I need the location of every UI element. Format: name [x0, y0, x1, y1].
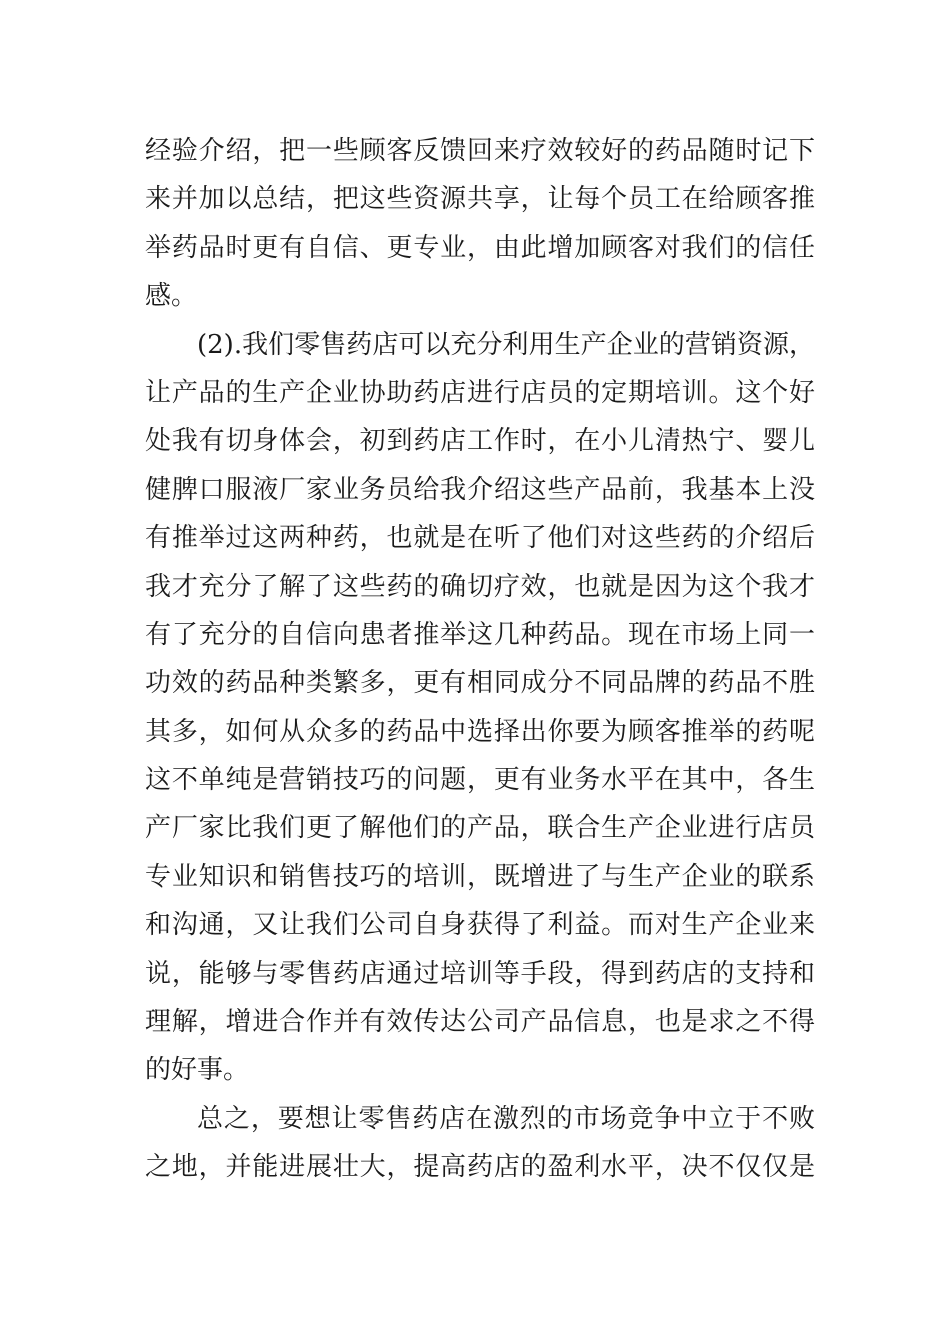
text-line: 有了充分的自信向患者推举这几种药品。现在市场上同一 — [145, 619, 815, 650]
text-line: 健脾口服液厂家业务员给我介绍这些产品前，我基本上没 — [145, 474, 815, 505]
text-line: 和沟通，又让我们公司自身获得了利益。而对生产企业来 — [145, 910, 815, 941]
text-line: 感。 — [145, 281, 198, 312]
text-line: 有推举过这两种药，也就是在听了他们对这些药的介绍后 — [145, 523, 815, 554]
text-line: 举药品时更有自信、更专业，由此增加顾客对我们的信任 — [145, 232, 815, 263]
text-line: 其多，如何从众多的药品中选择出你要为顾客推举的药呢 — [145, 716, 815, 747]
text-line: 这不单纯是营销技巧的问题，更有业务水平在其中，各生 — [145, 765, 815, 796]
text-line: 处我有切身体会，初到药店工作时，在小儿清热宁、婴儿 — [145, 426, 815, 457]
text-line: 的好事。 — [145, 1055, 250, 1086]
body-text — [145, 127, 815, 1192]
text-line: 产厂家比我们更了解他们的产品，联合生产企业进行店员 — [145, 813, 815, 844]
paragraph-1 — [145, 127, 815, 321]
paragraph-2 — [145, 321, 815, 1095]
text-line: 经验介绍，把一些顾客反馈回来疗效较好的药品随时记下 — [145, 136, 815, 166]
text-line: 说，能够与零售药店通过培训等手段，得到药店的支持和 — [145, 958, 815, 989]
text-line: 我才充分了解了这些药的确切疗效，也就是因为这个我才 — [145, 571, 815, 602]
paragraph-3 — [145, 1095, 815, 1192]
text-line: 总之，要想让零售药店在激烈的市场竞争中立于不败 — [197, 1103, 815, 1134]
text-line: 来并加以总结，把这些资源共享，让每个员工在给顾客推 — [145, 184, 815, 215]
text-line: 让产品的生产企业协助药店进行店员的定期培训。这个好 — [145, 377, 815, 408]
text-line: 专业知识和销售技巧的培训，既增进了与生产企业的联系 — [145, 861, 815, 892]
text-line: 功效的药品种类繁多，更有相同成分不同品牌的药品不胜 — [145, 668, 815, 699]
text-line: 之地，并能进展壮大，提高药店的盈利水平，决不仅仅是 — [145, 1152, 815, 1183]
text-line: (2).我们零售药店可以充分利用生产企业的营销资源， — [197, 329, 815, 360]
text-line: 理解，增进合作并有效传达公司产品信息，也是求之不得 — [145, 1007, 815, 1038]
